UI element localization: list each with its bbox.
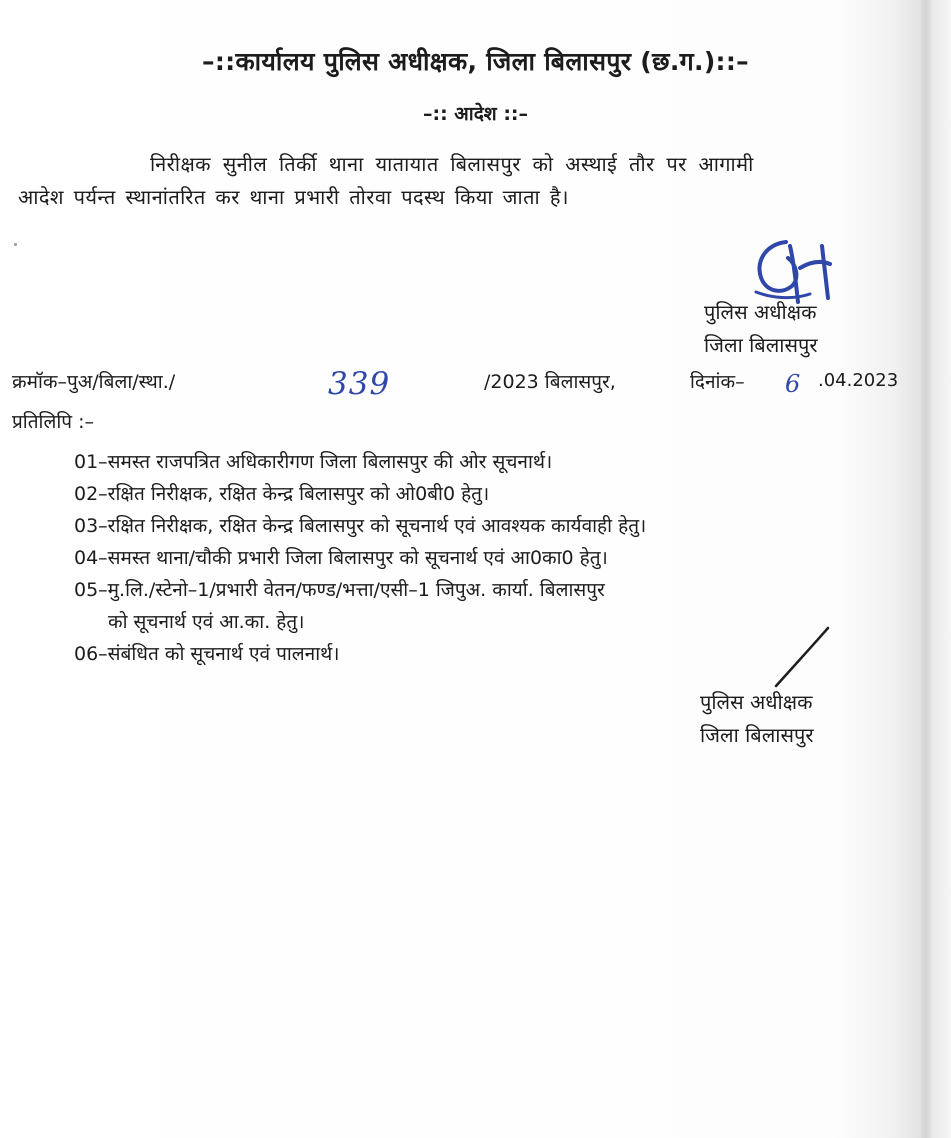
order-body-line-1: निरीक्षक सुनील तिर्की थाना यातायात बिलासपुर को अस्थाई तौर पर आगामी: [150, 152, 754, 176]
copy-to-item-5-continuation: को सूचनार्थ एवं आ.का. हेतु।: [108, 611, 305, 633]
copy-to-item-5: 05–मु.लि./स्टेनो–1/प्रभारी वेतन/फण्ड/भत्ता/एसी–1 जिपुअ. कार्या. बिलासपुर: [74, 579, 605, 601]
reference-date-label: दिनांक–: [690, 371, 745, 393]
paper-edge-shadow: [919, 0, 933, 1138]
signature-2: [770, 622, 840, 692]
copy-to-item-1: 01–समस्त राजपत्रित अधिकारीगण जिला बिलासपुर की ओर सूचनार्थ।: [74, 451, 553, 473]
reference-year-place: /2023 बिलासपुर,: [484, 371, 616, 393]
copy-to-item-2: 02–रक्षित निरीक्षक, रक्षित केन्द्र बिलासपुर को ओ0बी0 हेतु।: [74, 483, 490, 505]
reference-date-suffix: .04.2023: [818, 370, 899, 391]
reference-number-handwritten: 339: [328, 366, 391, 402]
copy-to-list: [74, 446, 646, 670]
signatory-district: जिला बिलासपुर: [704, 333, 818, 357]
signature-block-2: [700, 686, 814, 752]
order-heading: –:: आदेश ::–: [422, 103, 529, 125]
signatory-district-2: जिला बिलासपुर: [700, 723, 814, 747]
copy-to-item-3: 03–रक्षित निरीक्षक, रक्षित केन्द्र बिलासपुर को सूचनार्थ एवं आवश्यक कार्यवाही हेतु।: [74, 515, 647, 537]
reference-day-handwritten: 6: [785, 370, 801, 398]
copy-to-item-4: 04–समस्त थाना/चौकी प्रभारी जिला बिलासपुर को सूचनार्थ एवं आ0का0 हेतु।: [74, 547, 608, 569]
office-title: –::कार्यालय पुलिस अधीक्षक, जिला बिलासपुर (छ.ग.)::–: [202, 47, 749, 76]
copy-to-label: प्रतिलिपि :–: [12, 411, 95, 433]
signature-block-1: [704, 296, 818, 362]
order-body-line-2: आदेश पर्यन्त स्थानांतरित कर थाना प्रभारी तोरवा पदस्थ किया जाता है।: [18, 185, 569, 209]
signatory-designation-2: पुलिस अधीक्षक: [700, 690, 813, 714]
reference-prefix: क्रमॉक–पुअ/बिला/स्था./: [12, 371, 176, 393]
copy-to-item-6: 06–संबंधित को सूचनार्थ एवं पालनार्थ।: [74, 643, 340, 665]
signatory-designation: पुलिस अधीक्षक: [704, 300, 817, 324]
paper-speck: [14, 243, 17, 246]
